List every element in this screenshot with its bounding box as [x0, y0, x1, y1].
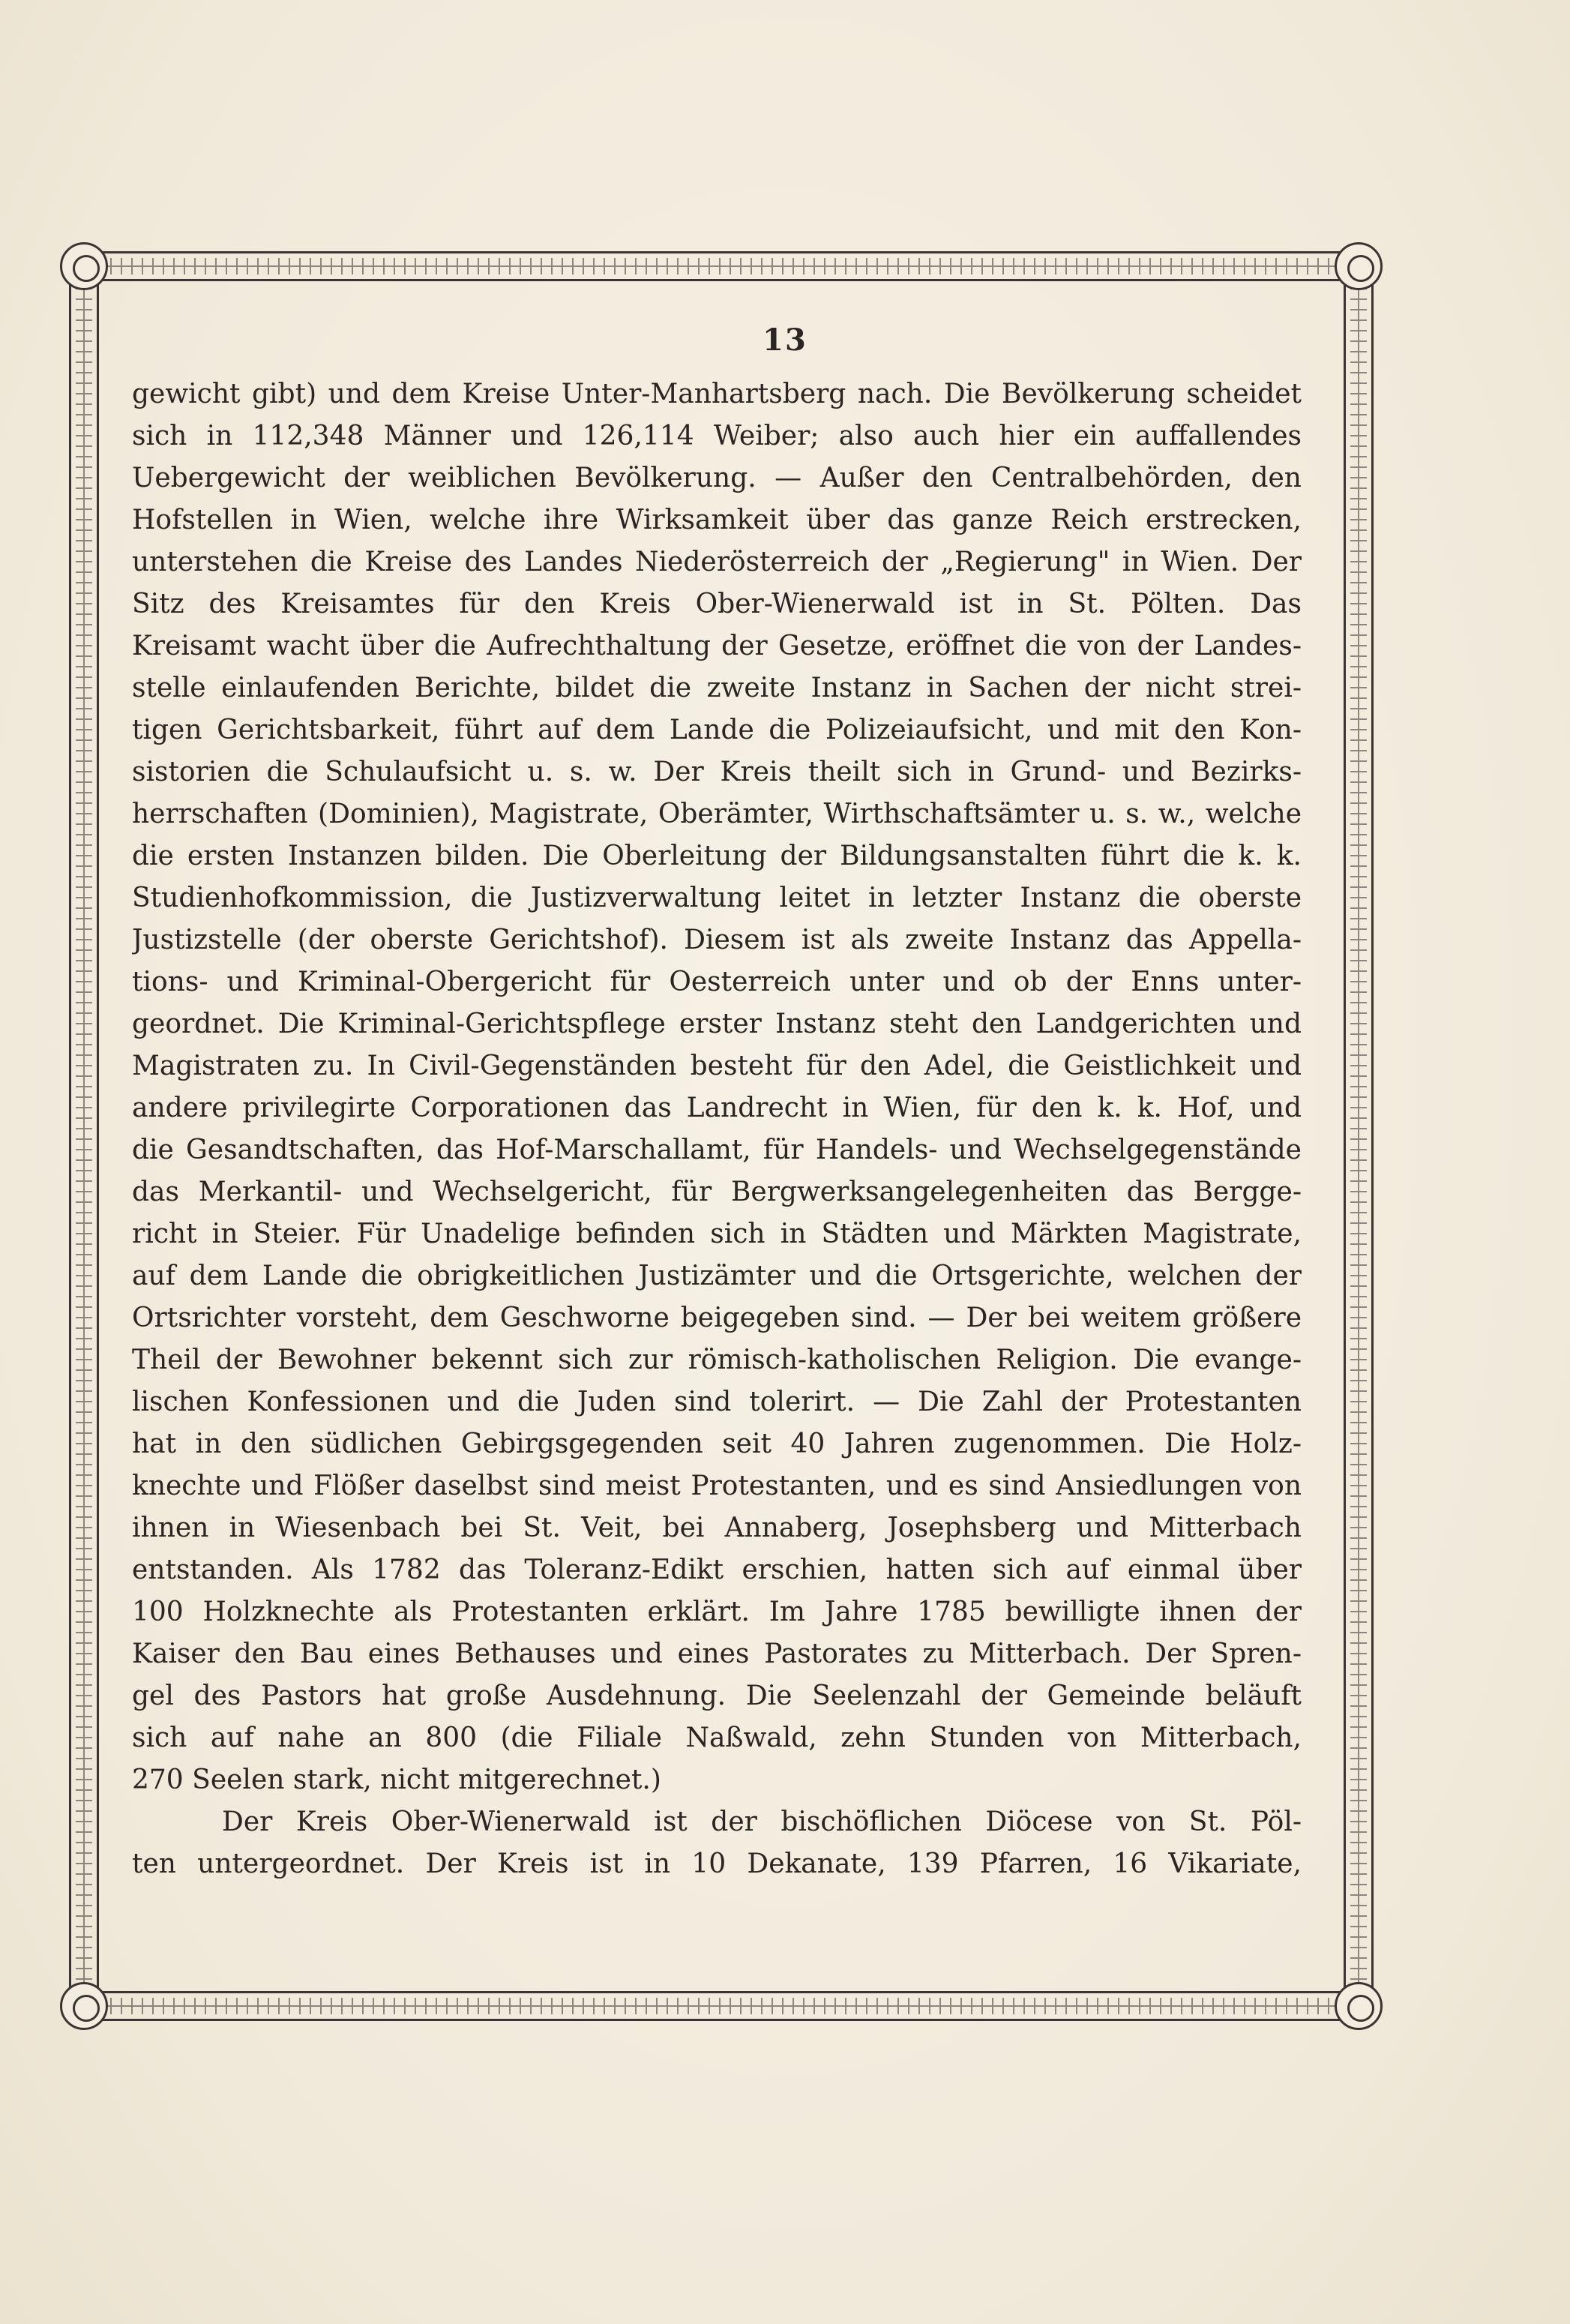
text-line: geordnet. Die Kriminal-Gerichtspflege erster Instanz steht den Landgerichten und — [132, 1009, 1302, 1039]
text-line: knechte und Flößer daselbst sind meist Protestanten, und es sind Ansiedlungen von — [132, 1471, 1302, 1501]
text-line: herrschaften (Dominien), Magistrate, Oberämter, Wirthschaftsämter u. s. w., welche — [132, 799, 1302, 829]
text-line: entstanden. Als 1782 das Toleranz-Edikt erschien, hatten sich auf einmal über — [132, 1555, 1302, 1585]
body-text — [132, 373, 1302, 1885]
text-line: sich in 112,348 Männer und 126,114 Weiber; also auch hier ein auffallendes — [132, 421, 1302, 451]
text-line: hat in den südlichen Gebirgsgegenden seit 40 Jahren zugenommen. Die Holz- — [132, 1429, 1302, 1459]
text-line: gel des Pastors hat große Ausdehnung. Die Seelenzahl der Gemeinde beläuft — [132, 1681, 1302, 1711]
text-line: Sitz des Kreisamtes für den Kreis Ober-Wienerwald ist in St. Pölten. Das — [132, 589, 1302, 619]
text-line: ten untergeordnet. Der Kreis ist in 10 Dekanate, 139 Pfarren, 16 Vikariate, — [132, 1849, 1302, 1879]
text-line: ihnen in Wiesenbach bei St. Veit, bei Annaberg, Josephsberg und Mitterbach — [132, 1513, 1302, 1543]
text-line: Kreisamt wacht über die Aufrechthaltung der Gesetze, eröffnet die von der Landes- — [132, 631, 1302, 661]
text-line: auf dem Lande die obrigkeitlichen Justizämter und die Ortsgerichte, welchen der — [132, 1261, 1302, 1291]
frame-right-border — [1344, 251, 1374, 2021]
frame-corner-ornament — [60, 1982, 108, 2030]
text-line: andere privilegirte Corporationen das Landrecht in Wien, für den k. k. Hof, und — [132, 1093, 1302, 1123]
page-number: 13 — [763, 322, 807, 358]
text-line: sistorien die Schulaufsicht u. s. w. Der Kreis theilt sich in Grund- und Bezirks- — [132, 757, 1302, 787]
text-line: 270 Seelen stark, nicht mitgerechnet.) — [132, 1765, 661, 1795]
text-line: Hofstellen in Wien, welche ihre Wirksamkeit über das ganze Reich erstrecken, — [132, 505, 1302, 535]
text-line: die Gesandtschaften, das Hof-Marschallamt, für Handels- und Wechselgegenstände — [132, 1135, 1302, 1165]
text-line: richt in Steier. Für Unadelige befinden sich in Städten und Märkten Magistrate, — [132, 1219, 1302, 1249]
text-line: lischen Konfessionen und die Juden sind tolerirt. — Die Zahl der Protestanten — [132, 1387, 1302, 1417]
frame-corner-ornament — [1335, 242, 1383, 290]
text-line: unterstehen die Kreise des Landes Niederösterreich der „Regierung" in Wien. Der — [132, 547, 1302, 577]
frame-corner-ornament — [1335, 1982, 1383, 2030]
frame-left-border — [69, 251, 99, 2021]
text-line: Magistraten zu. In Civil-Gegenständen besteht für den Adel, die Geistlichkeit und — [132, 1051, 1302, 1081]
text-line: gewicht gibt) und dem Kreise Unter-Manhartsberg nach. Die Bevölkerung scheidet — [132, 379, 1302, 409]
text-line: Uebergewicht der weiblichen Bevölkerung. — Außer den Centralbehörden, den — [132, 463, 1302, 493]
text-line: sich auf nahe an 800 (die Filiale Naßwald, zehn Stunden von Mitterbach, — [132, 1723, 1302, 1753]
text-line: tigen Gerichtsbarkeit, führt auf dem Lande die Polizeiaufsicht, und mit den Kon- — [132, 715, 1302, 745]
text-line: tions- und Kriminal-Obergericht für Oesterreich unter und ob der Enns unter- — [132, 967, 1302, 997]
text-line: Theil der Bewohner bekennt sich zur römisch-katholischen Religion. Die evange- — [132, 1345, 1302, 1375]
frame-bottom-border — [69, 1991, 1374, 2021]
frame-corner-ornament — [60, 242, 108, 290]
text-line: Kaiser den Bau eines Bethauses und eines Pastorates zu Mitterbach. Der Spren- — [132, 1639, 1302, 1669]
text-line: Der Kreis Ober-Wienerwald ist der bischöflichen Diöcese von St. Pöl- — [222, 1807, 1302, 1837]
frame-top-border — [69, 251, 1374, 281]
text-line: Ortsrichter vorsteht, dem Geschworne beigegeben sind. — Der bei weitem größere — [132, 1303, 1302, 1333]
text-line: Justizstelle (der oberste Gerichtshof). Diesem ist als zweite Instanz das Appella- — [132, 925, 1302, 955]
text-line: stelle einlaufenden Berichte, bildet die zweite Instanz in Sachen der nicht strei- — [132, 673, 1302, 703]
text-line: die ersten Instanzen bilden. Die Oberleitung der Bildungsanstalten führt die k. k. — [132, 841, 1302, 871]
text-line: Studienhofkommission, die Justizverwaltung leitet in letzter Instanz die oberste — [132, 883, 1302, 913]
text-line: 100 Holzknechte als Protestanten erklärt. Im Jahre 1785 bewilligte ihnen der — [132, 1597, 1302, 1627]
text-line: das Merkantil- und Wechselgericht, für Bergwerksangelegenheiten das Bergge- — [132, 1177, 1302, 1207]
